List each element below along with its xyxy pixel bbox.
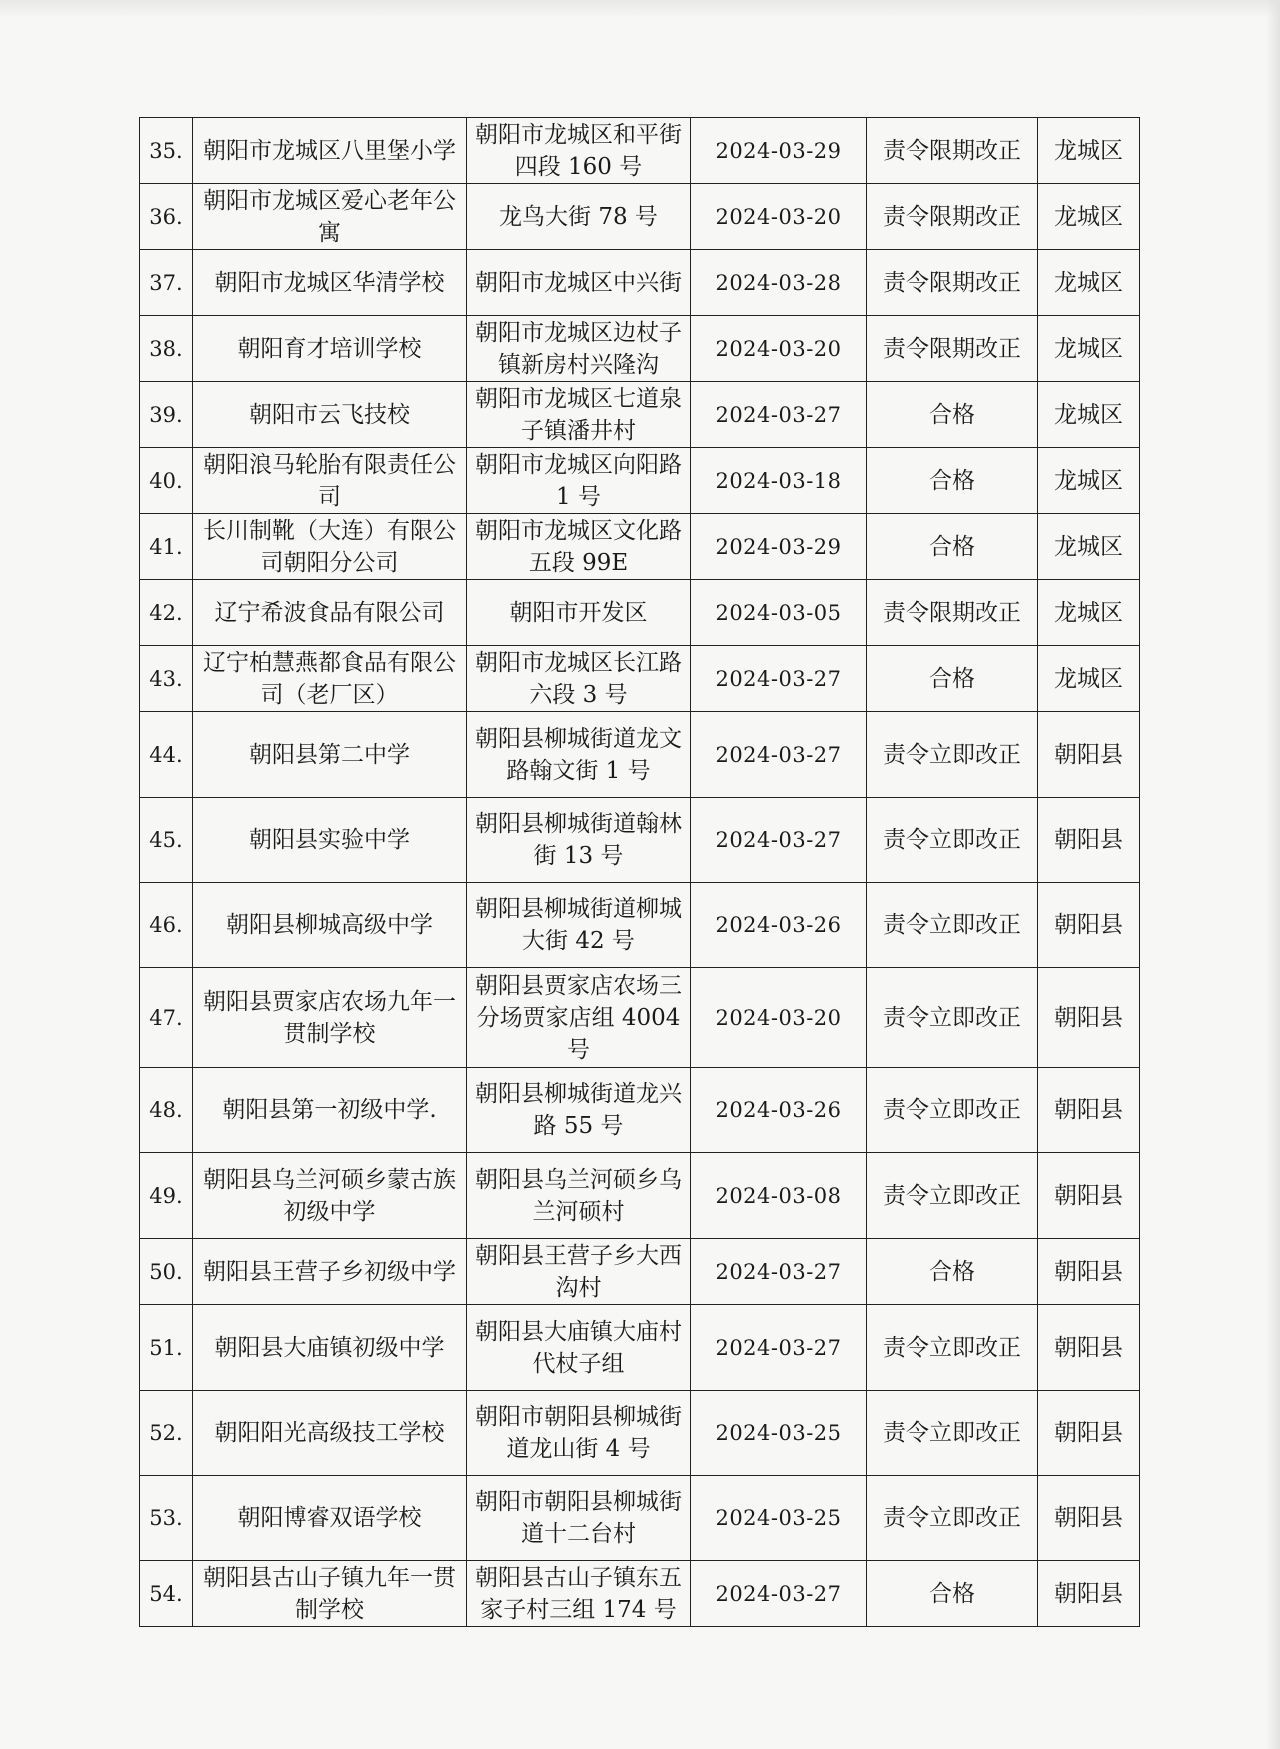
unit-name: 朝阳县乌兰河硕乡蒙古族初级中学 [193,1153,467,1239]
row-number: 52. [140,1391,193,1476]
unit-name: 朝阳县古山子镇九年一贯制学校 [193,1561,467,1627]
unit-name: 长川制靴（大连）有限公司朝阳分公司 [193,514,467,580]
unit-address: 朝阳市龙城区七道泉子镇潘井村 [467,382,691,448]
inspection-table [139,117,1140,1627]
table-row [140,118,1140,184]
row-number: 53. [140,1476,193,1561]
unit-address: 朝阳市龙城区和平街四段 160 号 [467,118,691,184]
unit-address: 朝阳县古山子镇东五家子村三组 174 号 [467,1561,691,1627]
inspection-result: 合格 [867,382,1038,448]
row-number: 49. [140,1153,193,1239]
inspection-date: 2024-03-29 [691,118,867,184]
inspection-date: 2024-03-08 [691,1153,867,1239]
district: 龙城区 [1038,184,1140,250]
table-row [140,968,1140,1068]
table-row [140,1239,1140,1305]
unit-name: 朝阳县王营子乡初级中学 [193,1239,467,1305]
district: 龙城区 [1038,250,1140,316]
inspection-result: 责令限期改正 [867,118,1038,184]
unit-address: 朝阳县柳城街道翰林街 13 号 [467,798,691,883]
unit-name: 朝阳市龙城区爱心老年公寓 [193,184,467,250]
inspection-date: 2024-03-27 [691,1305,867,1391]
unit-address: 朝阳县柳城街道龙兴路 55 号 [467,1068,691,1153]
inspection-result: 责令立即改正 [867,1476,1038,1561]
district: 朝阳县 [1038,883,1140,968]
inspection-date: 2024-03-25 [691,1476,867,1561]
inspection-date: 2024-03-26 [691,1068,867,1153]
inspection-date: 2024-03-26 [691,883,867,968]
unit-name: 朝阳市云飞技校 [193,382,467,448]
unit-address: 朝阳县大庙镇大庙村代杖子组 [467,1305,691,1391]
inspection-date: 2024-03-27 [691,646,867,712]
row-number: 50. [140,1239,193,1305]
row-number: 43. [140,646,193,712]
unit-address: 朝阳市龙城区向阳路 1 号 [467,448,691,514]
inspection-result: 责令立即改正 [867,798,1038,883]
inspection-date: 2024-03-25 [691,1391,867,1476]
district: 朝阳县 [1038,1476,1140,1561]
inspection-result: 责令限期改正 [867,250,1038,316]
table-row [140,1561,1140,1627]
district: 朝阳县 [1038,798,1140,883]
district: 朝阳县 [1038,968,1140,1068]
inspection-result: 合格 [867,514,1038,580]
inspection-date: 2024-03-29 [691,514,867,580]
table-row [140,1068,1140,1153]
district: 龙城区 [1038,514,1140,580]
row-number: 37. [140,250,193,316]
row-number: 51. [140,1305,193,1391]
table-row [140,1305,1140,1391]
row-number: 42. [140,580,193,646]
district: 朝阳县 [1038,1561,1140,1627]
district: 朝阳县 [1038,1239,1140,1305]
unit-name: 辽宁希波食品有限公司 [193,580,467,646]
table-row [140,382,1140,448]
inspection-result: 责令立即改正 [867,1305,1038,1391]
inspection-result: 合格 [867,1561,1038,1627]
unit-address: 朝阳县乌兰河硕乡乌兰河硕村 [467,1153,691,1239]
inspection-result: 责令立即改正 [867,968,1038,1068]
row-number: 39. [140,382,193,448]
unit-address: 朝阳市龙城区中兴街 [467,250,691,316]
district: 朝阳县 [1038,1391,1140,1476]
scan-edge-right [1266,0,1280,1749]
district: 朝阳县 [1038,1068,1140,1153]
table-row [140,798,1140,883]
row-number: 47. [140,968,193,1068]
unit-address: 朝阳县柳城街道柳城大街 42 号 [467,883,691,968]
inspection-result: 责令立即改正 [867,1391,1038,1476]
unit-name: 朝阳博睿双语学校 [193,1476,467,1561]
inspection-result: 合格 [867,646,1038,712]
table-row [140,646,1140,712]
table-row [140,1153,1140,1239]
unit-address: 朝阳市龙城区文化路五段 99E [467,514,691,580]
row-number: 40. [140,448,193,514]
unit-address: 朝阳市龙城区边杖子镇新房村兴隆沟 [467,316,691,382]
district: 朝阳县 [1038,1305,1140,1391]
inspection-date: 2024-03-20 [691,184,867,250]
table-row [140,448,1140,514]
inspection-date: 2024-03-28 [691,250,867,316]
unit-name: 朝阳县第一初级中学. [193,1068,467,1153]
table-row [140,316,1140,382]
unit-name: 朝阳县第二中学 [193,712,467,798]
district: 龙城区 [1038,118,1140,184]
district: 龙城区 [1038,646,1140,712]
table-row [140,712,1140,798]
district: 龙城区 [1038,580,1140,646]
inspection-result: 责令立即改正 [867,1068,1038,1153]
unit-address: 朝阳县柳城街道龙文路翰文街 1 号 [467,712,691,798]
table-row [140,883,1140,968]
inspection-date: 2024-03-18 [691,448,867,514]
inspection-date: 2024-03-27 [691,382,867,448]
unit-name: 朝阳市龙城区华清学校 [193,250,467,316]
unit-name: 辽宁柏慧燕都食品有限公司（老厂区） [193,646,467,712]
row-number: 36. [140,184,193,250]
table-row [140,580,1140,646]
unit-name: 朝阳县大庙镇初级中学 [193,1305,467,1391]
unit-name: 朝阳阳光高级技工学校 [193,1391,467,1476]
district: 龙城区 [1038,316,1140,382]
inspection-result: 责令限期改正 [867,316,1038,382]
inspection-date: 2024-03-27 [691,1239,867,1305]
row-number: 41. [140,514,193,580]
district: 龙城区 [1038,448,1140,514]
inspection-result: 合格 [867,1239,1038,1305]
inspection-date: 2024-03-20 [691,968,867,1068]
inspection-result: 责令立即改正 [867,712,1038,798]
unit-name: 朝阳浪马轮胎有限责任公司 [193,448,467,514]
unit-address: 龙鸟大街 78 号 [467,184,691,250]
row-number: 44. [140,712,193,798]
row-number: 35. [140,118,193,184]
inspection-date: 2024-03-27 [691,798,867,883]
table-row [140,1391,1140,1476]
district: 朝阳县 [1038,1153,1140,1239]
unit-address: 朝阳市朝阳县柳城街道十二台村 [467,1476,691,1561]
row-number: 48. [140,1068,193,1153]
inspection-result: 合格 [867,448,1038,514]
row-number: 38. [140,316,193,382]
inspection-table-body [140,118,1140,1627]
row-number: 46. [140,883,193,968]
table-row [140,184,1140,250]
scan-edge-top [0,0,1280,18]
unit-address: 朝阳市龙城区长江路六段 3 号 [467,646,691,712]
row-number: 54. [140,1561,193,1627]
inspection-date: 2024-03-27 [691,712,867,798]
unit-address: 朝阳县王营子乡大西沟村 [467,1239,691,1305]
inspection-date: 2024-03-27 [691,1561,867,1627]
inspection-date: 2024-03-05 [691,580,867,646]
unit-name: 朝阳县实验中学 [193,798,467,883]
district: 朝阳县 [1038,712,1140,798]
unit-name: 朝阳市龙城区八里堡小学 [193,118,467,184]
inspection-result: 责令限期改正 [867,184,1038,250]
unit-address: 朝阳市朝阳县柳城街道龙山街 4 号 [467,1391,691,1476]
unit-name: 朝阳县柳城高级中学 [193,883,467,968]
unit-address: 朝阳县贾家店农场三分场贾家店组 4004 号 [467,968,691,1068]
unit-name: 朝阳县贾家店农场九年一贯制学校 [193,968,467,1068]
inspection-result: 责令立即改正 [867,1153,1038,1239]
table-row [140,250,1140,316]
unit-name: 朝阳育才培训学校 [193,316,467,382]
unit-address: 朝阳市开发区 [467,580,691,646]
inspection-date: 2024-03-20 [691,316,867,382]
inspection-result: 责令限期改正 [867,580,1038,646]
table-row [140,514,1140,580]
inspection-result: 责令立即改正 [867,883,1038,968]
table-row [140,1476,1140,1561]
district: 龙城区 [1038,382,1140,448]
row-number: 45. [140,798,193,883]
